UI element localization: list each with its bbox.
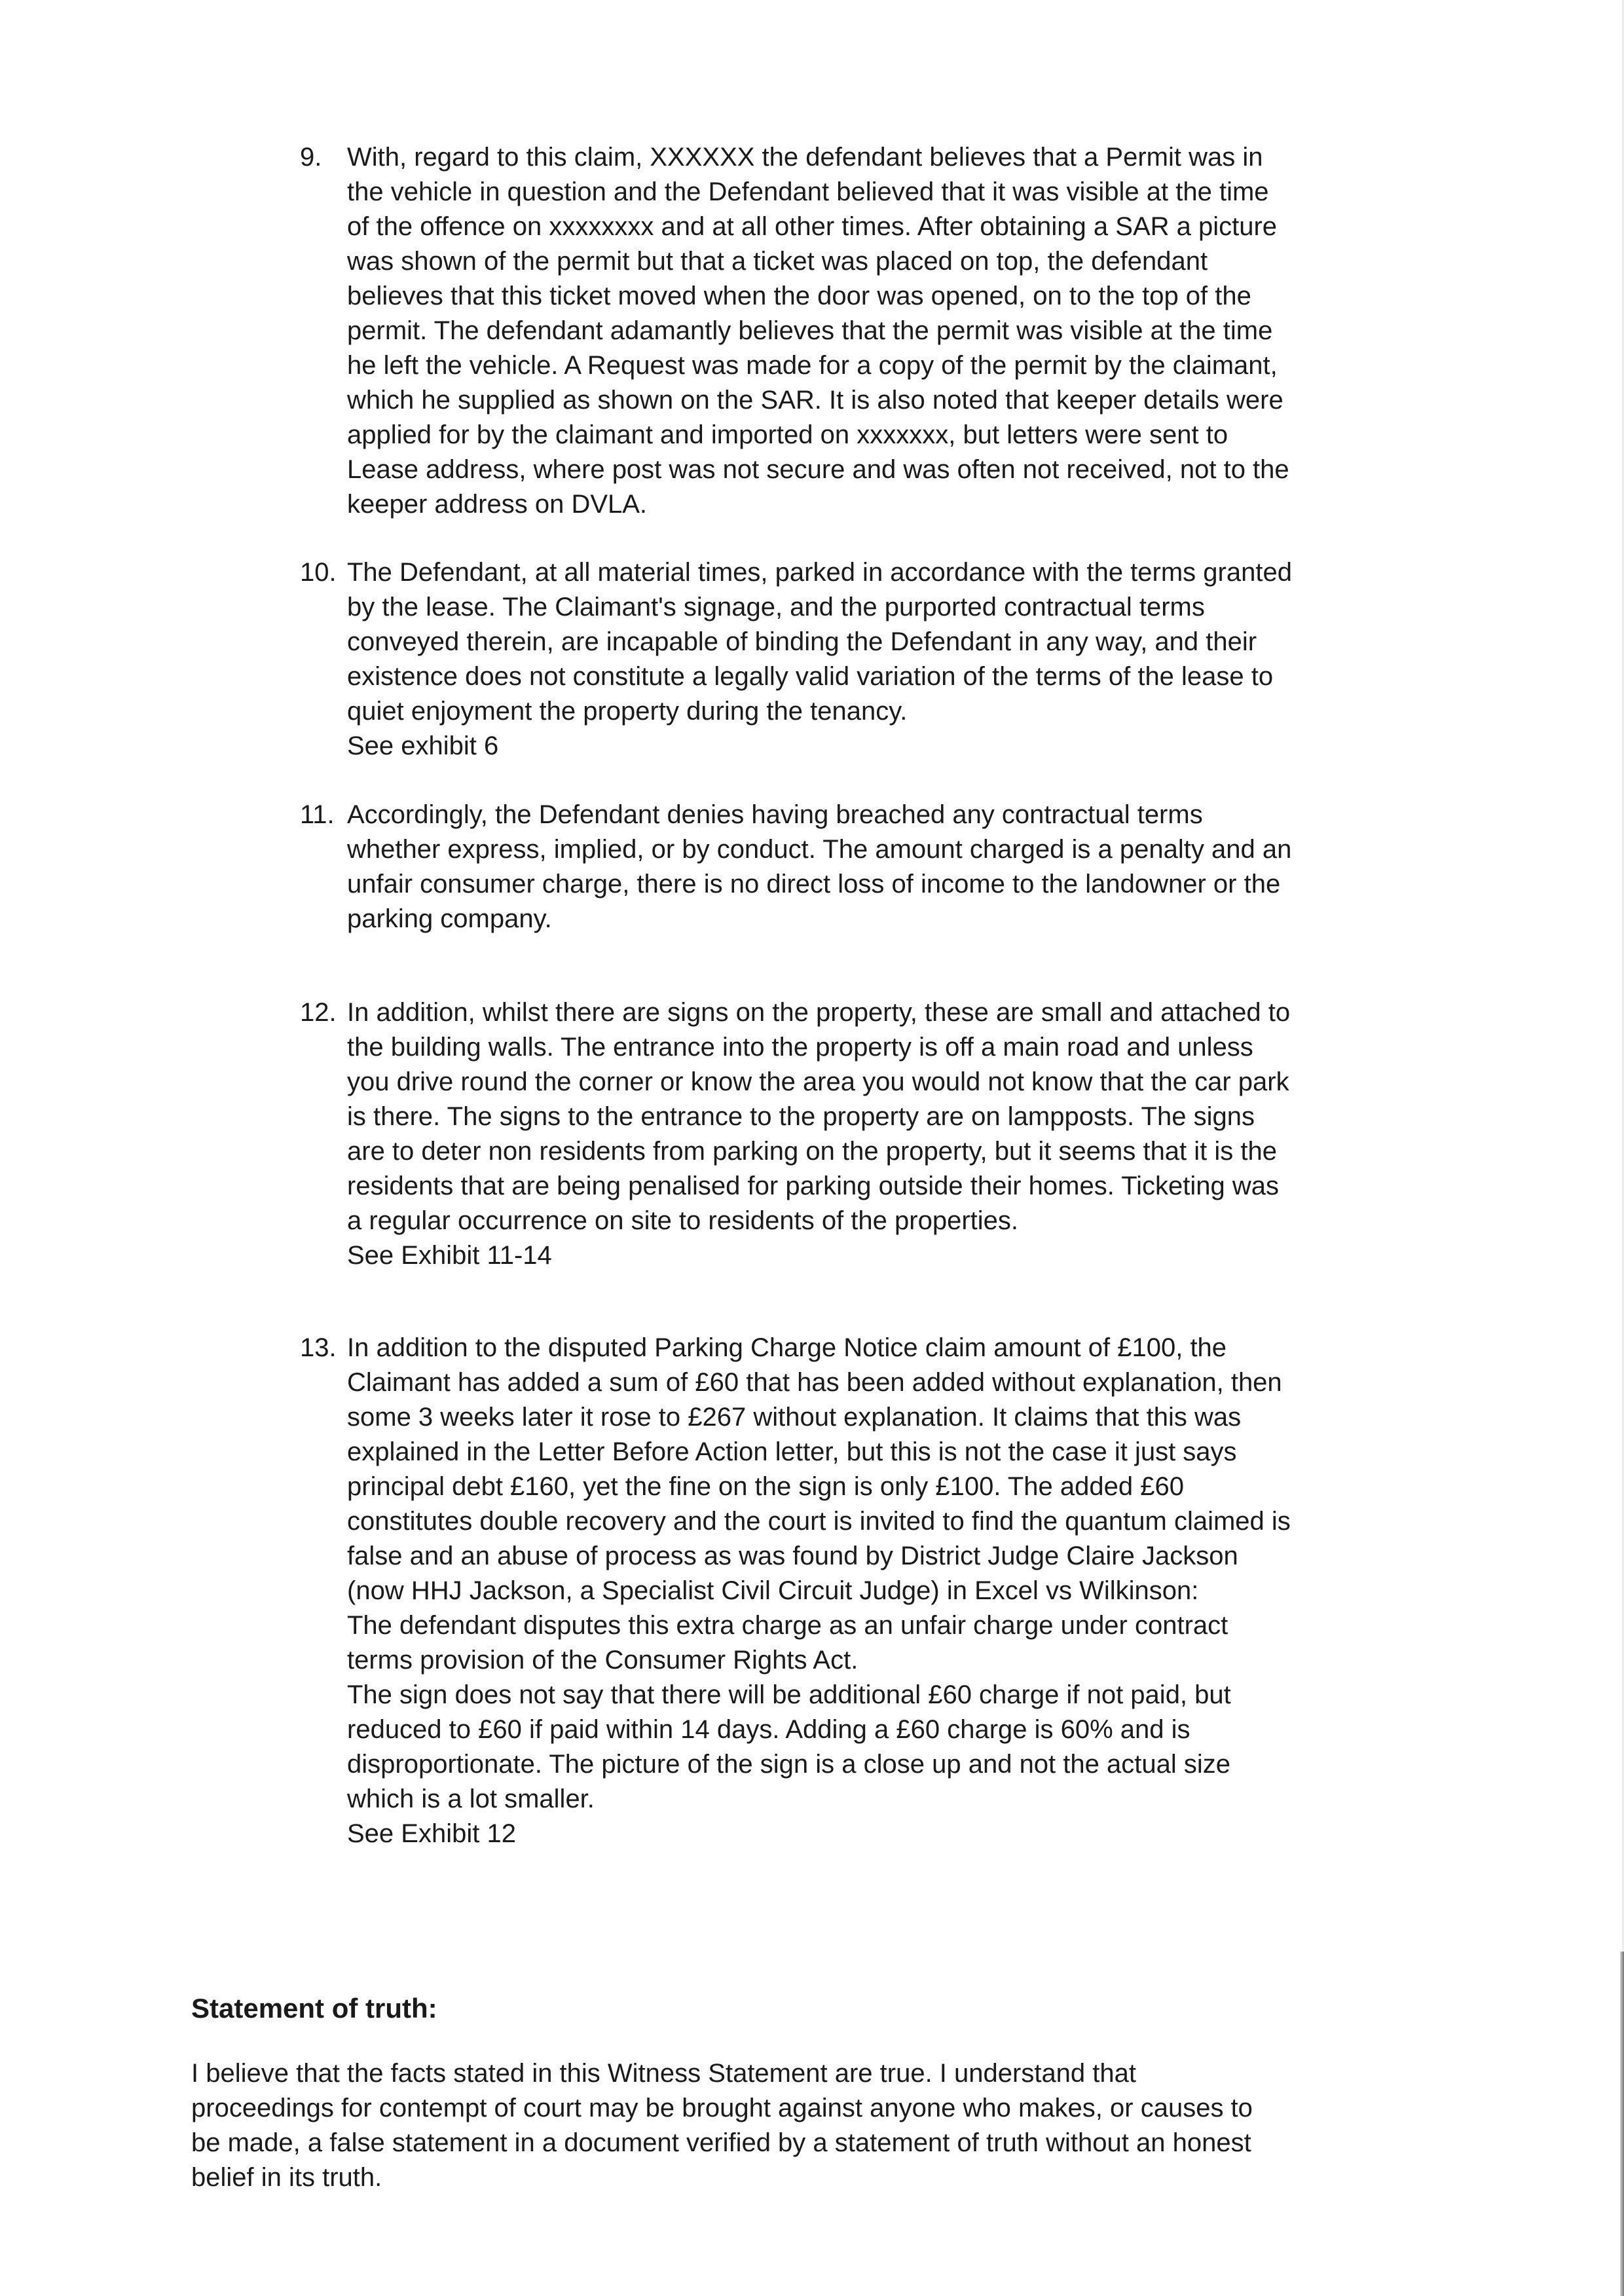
paragraph-text: With, regard to this claim, XXXXXX the defendant believes that a Permit was in the vehicle in question and the Defendant believed that it was visible at the time of the offence on xxxxxxxx and at all other times. After obtaining a SAR a picture was shown of the permit but that a ticket was placed on top, the defendant believes that this ticket moved when the door was opened, on to the top of the permit. The defendant adamantly believes that the permit was visible at the time he left the vehicle. A Request was made for a copy of the permit by the claimant, which he supplied as shown on the SAR. It is also noted that keeper details were applied for by the claimant and imported on xxxxxxx, but letters were sent to Lease address, where post was not secure and was often not received, not to the keeper address on DVLA.	[347, 143, 1289, 519]
numbered-paragraph-9	[300, 140, 1452, 522]
paragraph-text: The defendant disputes this extra charge as an unfair charge under contract terms provision of the Consumer Rights Act.	[347, 1611, 1228, 1675]
paragraph-number: 10.	[300, 558, 337, 587]
paragraph-body	[347, 995, 1452, 1273]
numbered-paragraph-11	[300, 798, 1452, 936]
exhibit-reference: See Exhibit 12	[347, 1819, 516, 1848]
paragraph-text: Accordingly, the Defendant denies having breached any contractual terms whether express, implied, or by conduct. The amount charged is a penalty and an unfair consumer charge, there is no direct loss of income to the landowner or the parking company.	[347, 800, 1292, 933]
numbered-paragraph-10	[300, 555, 1452, 764]
paragraph-number: 9.	[300, 143, 322, 172]
numbered-paragraph-12	[300, 995, 1452, 1273]
exhibit-reference: See Exhibit 11-14	[347, 1241, 552, 1270]
paragraph-number: 13.	[300, 1333, 337, 1362]
scan-edge-shadow-dark	[1620, 1952, 1624, 2296]
statement-of-truth-text: I believe that the facts stated in this Witness Statement are true. I understand that proceedings for contempt of court may be brought against anyone who makes, or causes to be made, a false statement in a document verified by a statement of truth without an honest belief in its truth.	[191, 2059, 1253, 2192]
paragraph-body	[347, 1331, 1452, 1851]
paragraph-text: The sign does not say that there will be additional £60 charge if not paid, but reduced to £60 if paid within 14 days. Adding a £60 charge is 60% and is disproportionate. The picture of the sign is a close up and not the actual size which is a lot smaller.	[347, 1680, 1231, 1813]
paragraph-text: The Defendant, at all material times, parked in accordance with the terms granted by the lease. The Claimant's signage, and the purported contractual terms conveyed therein, are incapable of binding the Defendant in any way, and their existence does not constitute a legally valid variation of the terms of the lease to quiet enjoyment the property during the tenancy.	[347, 558, 1292, 726]
statement-of-truth-heading: Statement of truth:	[191, 1993, 437, 2024]
numbered-paragraph-13	[300, 1331, 1452, 1851]
paragraph-number: 11.	[300, 800, 335, 829]
paragraph-body	[347, 140, 1452, 522]
paragraph-body	[347, 798, 1452, 936]
paragraph-text: In addition to the disputed Parking Charge Notice claim amount of £100, the Claimant has added a sum of £60 that has been added without explanation, then some 3 weeks later it rose to £267 without explanation. It claims that this was explained in the Letter Before Action letter, but this is not the case it just says principal debt £160, yet the fine on the sign is only £100. The added £60 constitutes double recovery and the court is invited to find the quantum claimed is false and an abuse of process as was found by District Judge Claire Jackson (now HHJ Jackson, a Specialist Civil Circuit Judge) in Excel vs Wilkinson:	[347, 1333, 1291, 1605]
paragraph-number: 12.	[300, 998, 337, 1027]
paragraph-text: In addition, whilst there are signs on the property, these are small and attached to the building walls. The entrance into the property is off a main road and unless you drive round the corner or know the area you would not know that the car park is there. The signs to the entrance to the property are on lampposts. The signs are to deter non residents from parking on the property, but it seems that it is the residents that are being penalised for parking outside their homes. Ticketing was a regular occurrence on site to residents of the properties.	[347, 998, 1291, 1235]
exhibit-reference: See exhibit 6	[347, 731, 499, 760]
paragraph-body	[347, 555, 1452, 764]
